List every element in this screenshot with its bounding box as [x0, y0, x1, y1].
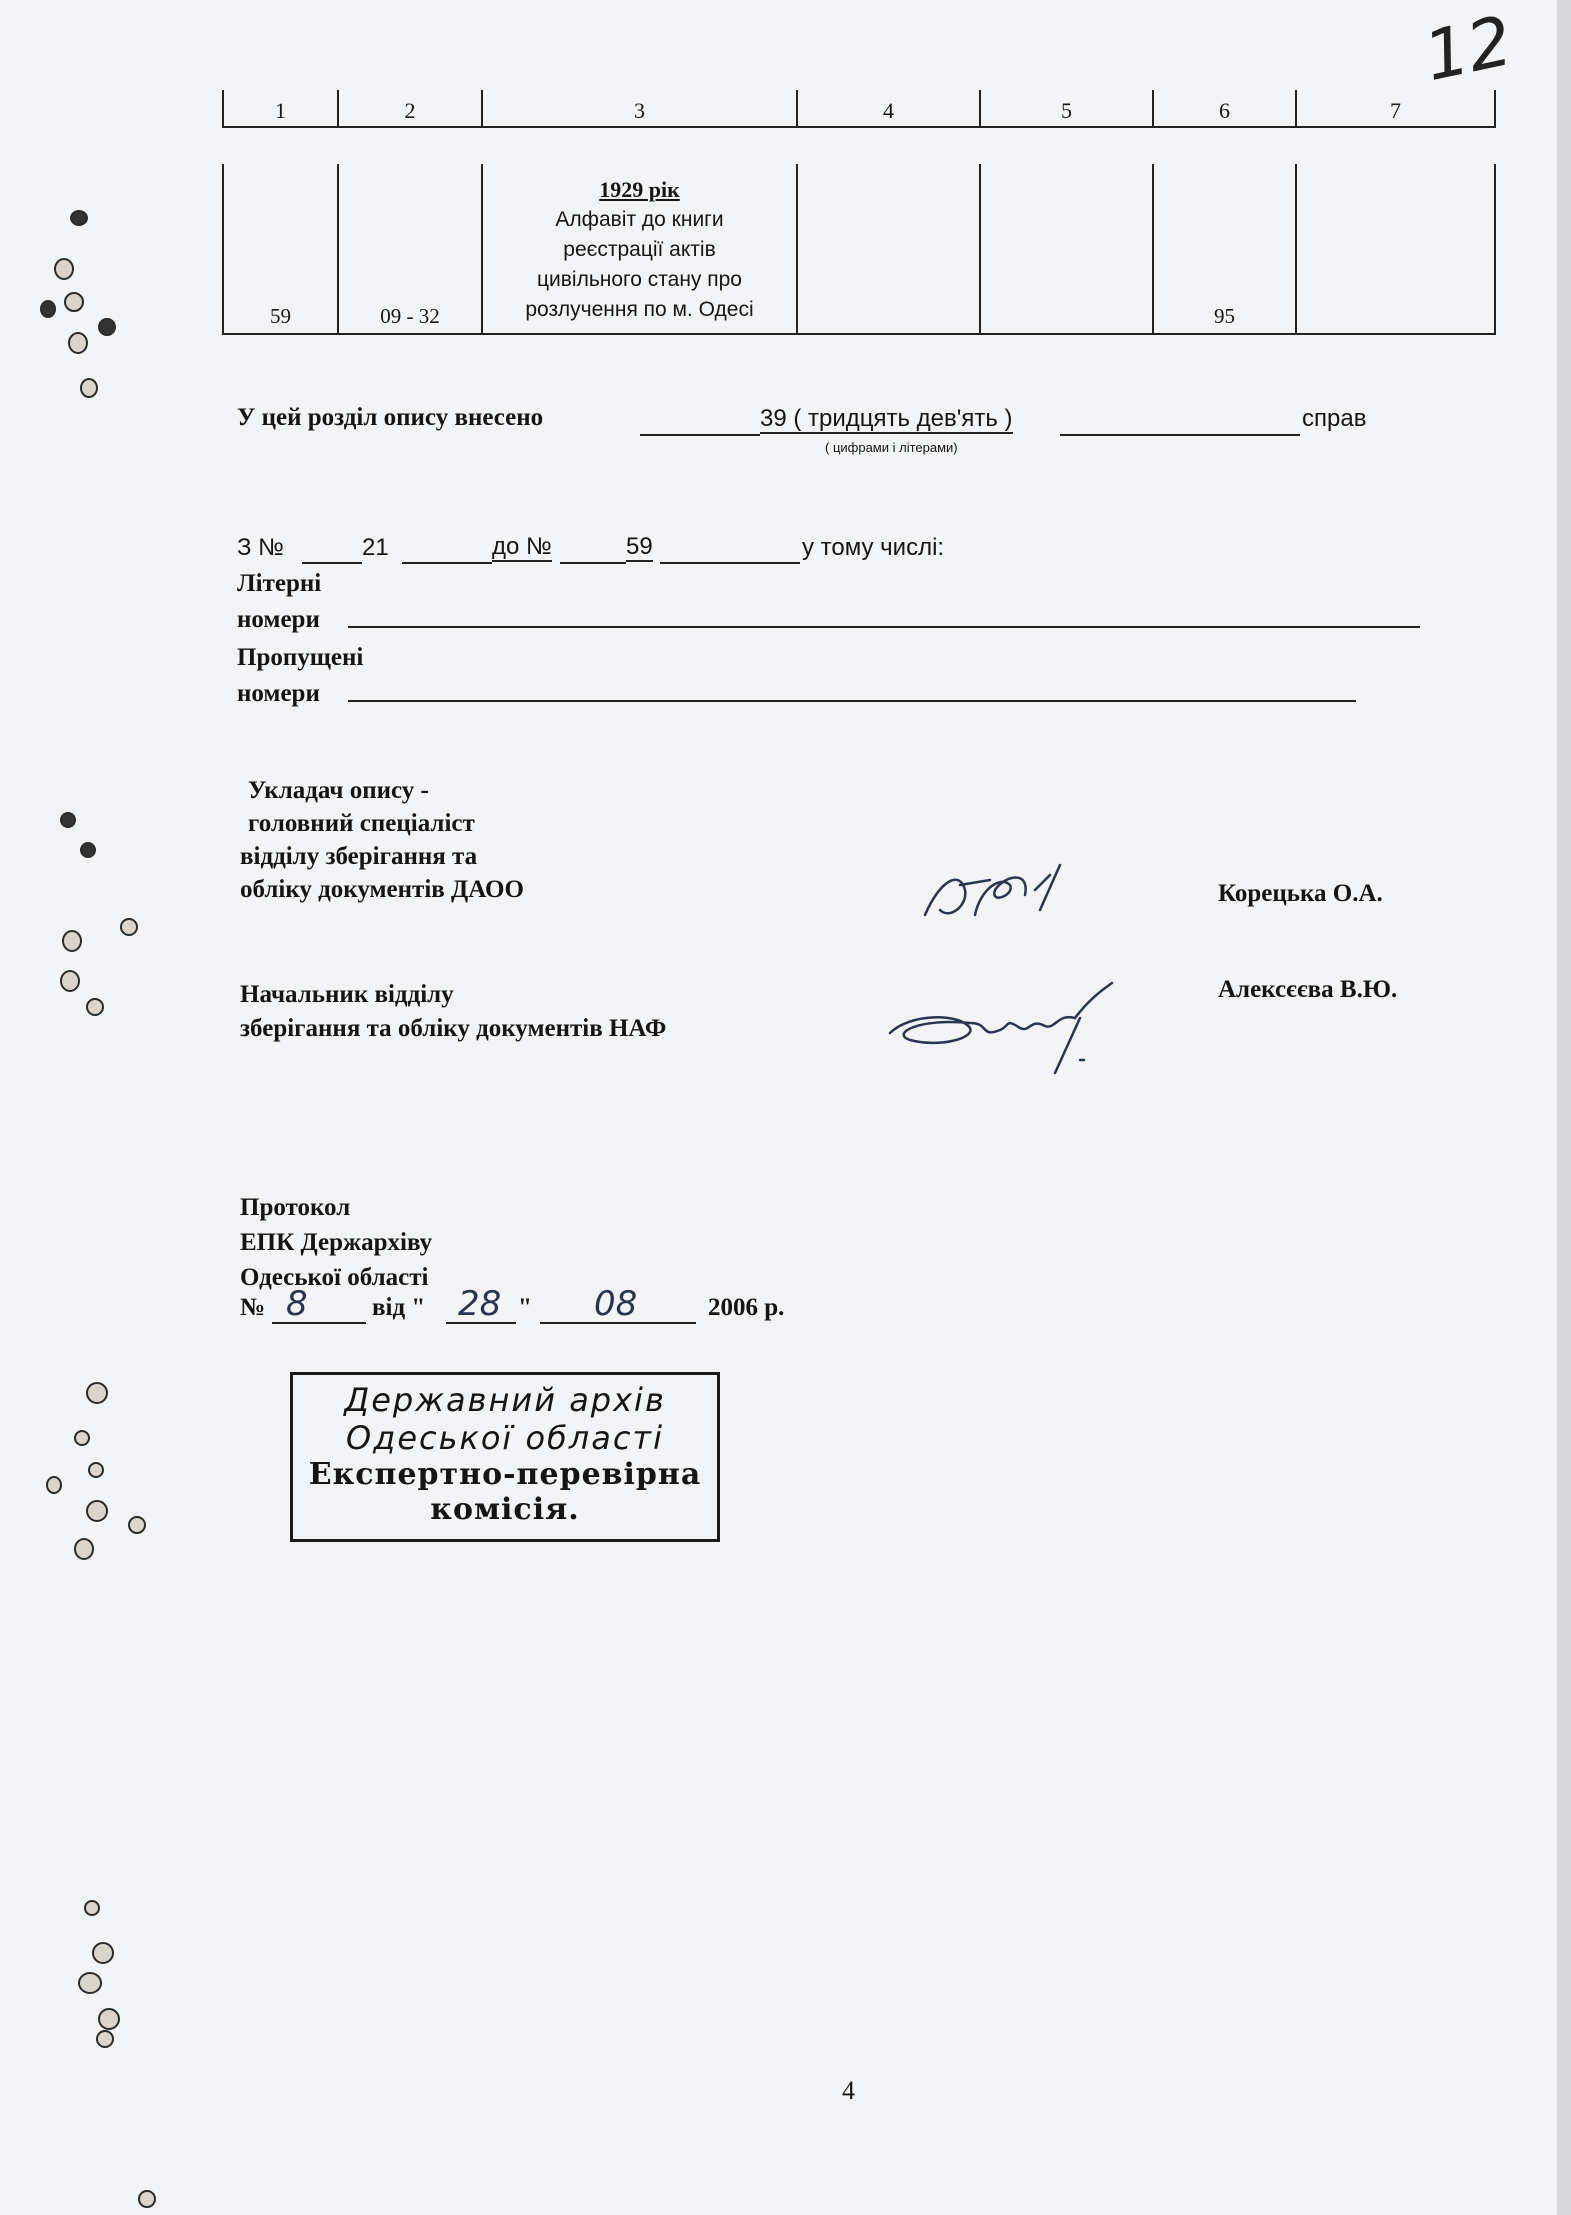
column-header: 2: [338, 90, 482, 127]
range-to: 59: [626, 533, 653, 560]
protocol-number: 8: [286, 1284, 308, 1324]
compiler-title-line: обліку документів ДАОО: [240, 876, 524, 903]
date-range: 09 - 32: [338, 164, 482, 334]
compiler-name: Корецька О.А.: [1218, 880, 1383, 907]
compiler-title-line: головний спеціаліст: [248, 810, 475, 837]
skipped-numbers-line1: Пропущені: [237, 644, 364, 671]
column-header: 3: [482, 90, 797, 127]
protocol-year: 2006 р.: [708, 1294, 785, 1321]
sheet-count: 95: [1153, 164, 1296, 334]
column-header: 1: [223, 90, 338, 127]
summary-prefix: У цей розділ опису внесено: [237, 404, 544, 431]
column-header: 7: [1296, 90, 1495, 127]
compiler-title-line: відділу зберігання та: [240, 843, 478, 870]
protocol-from-label: від ": [372, 1294, 426, 1321]
letter-numbers-line1: Літерні: [237, 570, 322, 597]
description-line: розлучення по м. Одесі: [525, 298, 754, 321]
compiler-title: [240, 774, 524, 906]
letter-numbers-line2: номери: [237, 606, 320, 633]
protocol-line: Протокол: [240, 1194, 351, 1221]
compiler-signature: [920, 860, 1090, 930]
skipped-numbers-label: [237, 640, 363, 712]
corner-mark: 12: [1417, 1, 1519, 98]
protocol-quote: ": [518, 1294, 532, 1321]
compiler-title-line: Укладач опису -: [248, 777, 429, 804]
range-from: 21: [362, 534, 389, 561]
column-header: 5: [980, 90, 1153, 127]
head-title-line: зберігання та обліку документів НАФ: [240, 1015, 667, 1042]
range-to-label: до №: [492, 533, 552, 560]
description-line: реєстрації актів: [563, 238, 716, 261]
stamp-line: Одеської області: [346, 1419, 664, 1457]
case-year: 1929 рік: [599, 177, 680, 202]
head-title: [240, 978, 666, 1046]
commission-stamp: [290, 1372, 720, 1542]
case-number: 59: [223, 164, 338, 334]
letter-numbers-label: [237, 566, 321, 638]
range-suffix: у тому числі:: [802, 534, 945, 561]
protocol-block: [240, 1190, 432, 1295]
summary-count: 39 ( тридцять дев'ять ): [760, 405, 1013, 432]
range-from-label: З №: [237, 534, 284, 561]
table-header: [222, 90, 1496, 128]
protocol-line: ЕПК Держархіву: [240, 1229, 433, 1256]
summary-hint: ( цифрами і літерами): [825, 440, 958, 455]
protocol-month: 08: [594, 1284, 638, 1324]
description-line: Алфавіт до книги: [555, 208, 724, 231]
protocol-line: Одеської області: [240, 1264, 429, 1291]
case-description: [482, 164, 797, 334]
stamp-line: комісія.: [430, 1492, 580, 1527]
page-edge: [1557, 0, 1571, 2215]
stamp-line: Державний архів: [344, 1381, 666, 1419]
protocol-no-label: №: [240, 1294, 266, 1321]
cell-col5: [980, 164, 1153, 334]
skipped-numbers-line: [348, 700, 1356, 702]
skipped-numbers-line2: номери: [237, 680, 320, 707]
page-number: 4: [842, 2076, 855, 2105]
head-title-line: Начальник відділу: [240, 981, 454, 1008]
table-row: [222, 164, 1496, 335]
description-line: цивільного стану про: [537, 268, 742, 291]
letter-numbers-line: [348, 626, 1420, 628]
cell-col7: [1296, 164, 1495, 334]
summary-suffix: справ: [1302, 405, 1367, 432]
stamp-line: Експертно-перевірна: [308, 1457, 702, 1492]
head-name: Алексєєва В.Ю.: [1218, 976, 1398, 1003]
column-header: 6: [1153, 90, 1296, 127]
protocol-day: 28: [458, 1284, 502, 1324]
column-header: 4: [797, 90, 980, 127]
head-signature: [880, 978, 1120, 1078]
cell-col4: [797, 164, 980, 334]
